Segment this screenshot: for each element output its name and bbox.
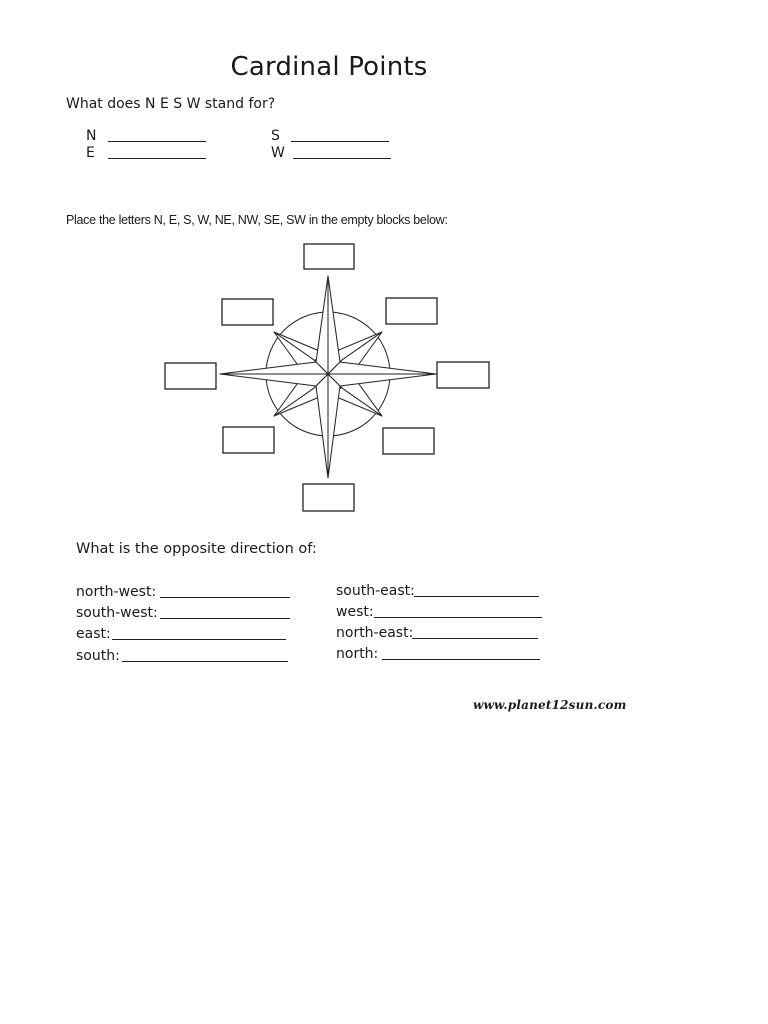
question-nesw: What does N E S W stand for? [66, 96, 276, 112]
block-right[interactable] [437, 362, 489, 388]
opposite-direction-question: What is the opposite direction of: [76, 541, 317, 557]
block-top-left[interactable] [222, 299, 273, 325]
opposite-label-north-east: north-east: [336, 625, 414, 641]
opposite-label-east: east: [76, 626, 111, 642]
opposite-label-south: south: [76, 648, 120, 664]
letter-e-label: E [86, 145, 95, 161]
block-bottom-left[interactable] [223, 427, 274, 453]
block-bottom[interactable] [303, 484, 354, 511]
letter-s-label: S [271, 128, 280, 144]
letter-n-label: N [86, 128, 97, 144]
opposite-line-east[interactable] [112, 639, 286, 640]
block-top[interactable] [304, 244, 354, 269]
opposite-line-west[interactable] [374, 617, 542, 618]
compass-instruction: Place the letters N, E, S, W, NE, NW, SE, SW in the empty blocks below: [66, 213, 448, 227]
opposite-line-north-east[interactable] [412, 638, 538, 639]
block-bottom-right[interactable] [383, 428, 434, 454]
footer-url: www.planet12sun.com [473, 698, 627, 712]
opposite-line-south-east[interactable] [414, 596, 539, 597]
opposite-label-south-east: south-east: [336, 583, 415, 599]
opposite-line-south-west[interactable] [160, 618, 290, 619]
opposite-label-north: north: [336, 646, 379, 662]
page-title: Cardinal Points [230, 52, 428, 82]
block-top-right[interactable] [386, 298, 437, 324]
opposite-line-north-west[interactable] [160, 597, 290, 598]
opposite-label-north-west: north-west: [76, 584, 157, 600]
opposite-label-west: west: [336, 604, 374, 620]
opposite-label-south-west: south-west: [76, 605, 158, 621]
opposite-line-south[interactable] [122, 661, 288, 662]
opposite-line-north[interactable] [382, 659, 540, 660]
letter-w-label: W [271, 145, 285, 161]
block-left[interactable] [165, 363, 216, 389]
